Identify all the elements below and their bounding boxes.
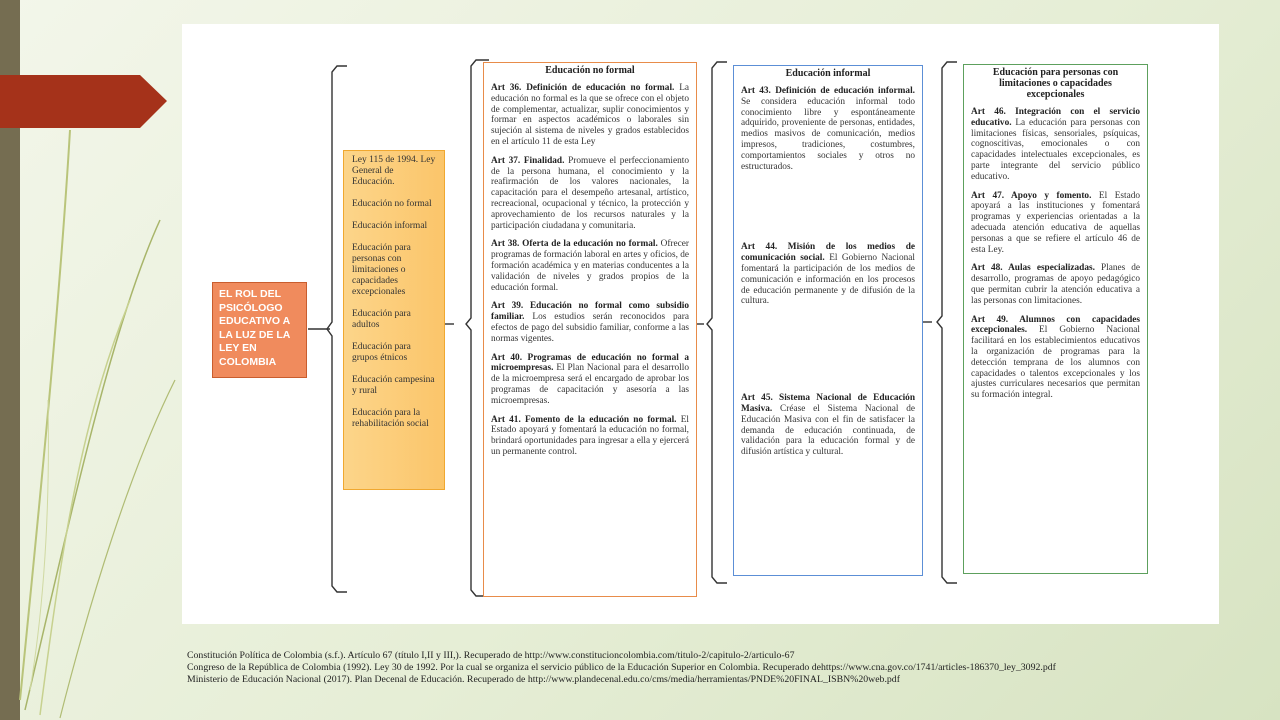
title-accent-arrow (0, 75, 167, 128)
column-educacion-capacidades-excepcionales (963, 64, 1148, 574)
column-header: Educación no formal (545, 65, 635, 76)
article-title: Art 43. Definición de educación informal. (741, 86, 915, 96)
reference-line: Ministerio de Educación Nacional (2017). Plan Decenal de Educación. Recuperado de http://www.plandecenal.edu.co/cms/media/herramientas/PNDE%20FINAL_ISBN%20web.pdf (187, 674, 900, 685)
column-educacion-informal (733, 65, 923, 576)
column-header: Educación informal (785, 68, 871, 79)
article-title: Art 39. Educación no formal como subsidio familiar. (491, 301, 689, 323)
article (971, 191, 1140, 256)
article-body: El Gobierno Nacional fomentará la participación de los medios de comunicación e información en los procesos de educación permanente y de difusión de la cultura. (741, 253, 916, 307)
law-item: Educación para personas con limitaciones o capacidades excepcionales (352, 243, 411, 297)
article (971, 315, 1140, 401)
article-body: La educación no formal es la que se ofrece con el objeto de complementar, actualizar, suplir conocimientos y formar en aspectos académicos o laborales sin sujeción al sistema de niveles y grados establecidos en el artículo 11 de esta Ley (491, 83, 689, 147)
main-title-box: EL ROL DEL PSICÓLOGO EDUCATIVO A LA LUZ DE LA LEY EN COLOMBIA (212, 282, 307, 378)
article-body: El Plan Nacional para el desarrollo de la microempresa será el encargado de aprobar los programas de capacitación y asesoría a las microempresas. (491, 363, 689, 406)
article-title: Art 49. Alumnos con capacidades excepcionales. (971, 314, 1140, 336)
article-title: Art 36. Definición de educación no formal. (491, 83, 675, 93)
article-body: Promueve el perfeccionamiento de la persona humana, el conocimiento y la reafirmación de los valores nacionales, la capacitación para el desempeño artesanal, artístico, recreacional, ocupacional y técnico, la protección y aprovechamiento de los recursos naturales y la participación ciudadana y comunitaria. (491, 155, 689, 231)
law-item: Educación para grupos étnicos (352, 342, 411, 363)
reference-line: Constitución Política de Colombia (s.f.). Artículo 67 (título I,II y III,). Recuperado de http://www.constitucioncolombia.com/titulo-2/capitulo-2/articulo-67 (187, 650, 795, 661)
law-item: Educación para la rehabilitación social (352, 408, 429, 429)
column-header: Educación para personas con limitaciones o capacidades excepcionales (992, 67, 1119, 100)
article (971, 263, 1140, 306)
law-item: Educación informal (352, 221, 428, 231)
article-body: Los estudios serán reconocidos para efectos de pago del subsidio familiar, conforme a las normas vigentes. (491, 312, 690, 344)
article-title: Art 46. Integración con el servicio educativo. (971, 107, 1140, 128)
article-title: Art 41. Fomento de la educación no formal. (491, 414, 677, 425)
column-educacion-no-formal (483, 62, 697, 597)
article-title: Art 38. Oferta de la educación no formal. (491, 239, 658, 250)
article-body: Créase el Sistema Nacional de Educación Masiva con el fin de satisfacer la demanda de educación continuada, de validación para la educación formal y de difusión artística y cultural. (741, 403, 915, 458)
article-body: Planes de desarrollo, programas de apoyo pedagógico que permitan cubrir la atención educativa a las personas con limitaciones. (971, 263, 1140, 306)
article (491, 415, 689, 458)
article (971, 107, 1140, 183)
reference-line: Congreso de la República de Colombia (1992). Ley 30 de 1992. Por la cual se organiza el servicio público de la Educación Superior en Colombia. Recuperado dehttps://www.cna.gov.co/1741/articles-186370_ley_3092.pdf (187, 662, 1056, 673)
law-item: Ley 115 de 1994. Ley General de Educación. (352, 155, 436, 187)
article-body: La educación para personas con limitaciones físicas, sensoriales, psíquicas, cognoscitivas, emocionales o con capacidades intelectuales excepcionales, es parte integrante del servicio público educativo. (971, 117, 1140, 182)
law-item: Educación no formal (352, 199, 432, 209)
references (187, 650, 1277, 686)
article-title: Art 44. Misión de los medios de comunicación social. (741, 242, 915, 264)
law-topics-box (343, 150, 445, 490)
article-body: El Estado apoyará a las instituciones y fomentará programas y experiencias orientadas a la adecuada atención educativa de aquellas personas a que se refiere el artículo 46 de esta Ley. (971, 190, 1140, 255)
article-title: Art 37. Finalidad. (491, 155, 565, 166)
article (491, 239, 689, 293)
article (741, 86, 915, 172)
article (491, 353, 689, 407)
article (491, 301, 689, 344)
article-body: Ofrecer programas de formación laboral en artes y oficios, de formación académica y en materias conducentes a la validación de niveles y grados propios de la educación formal. (491, 239, 689, 293)
article (741, 393, 915, 458)
article (741, 242, 915, 307)
law-item: Educación campesina y rural (352, 375, 435, 396)
article-title: Art 48. Aulas especializadas. (971, 263, 1095, 274)
article-title: Art 40. Programas de educación no formal a microempresas. (491, 352, 689, 374)
article-body: Se considera educación informal todo conocimiento libre y espontáneamente adquirido, proveniente de personas, entidades, medios masivos de comunicación, medios impresos, tradiciones, costumbres, comportamientos sociales y otros no estructurados. (741, 96, 915, 172)
article-body: El Estado apoyará y fomentará la educación no formal, brindará oportunidades para ingresar a ella y ejercerá un permanente control. (491, 414, 690, 457)
article-body: El Gobierno Nacional facilitará en los establecimientos educativos la organización de programas para la detección temprana de los alumnos con capacidades o talentos excepcionales y los ajustes curriculares necesarios que permitan su formación integral. (971, 325, 1140, 401)
article-title: Art 47. Apoyo y fomento. (971, 190, 1092, 201)
article-title: Art 45. Sistema Nacional de Educación Masiva. (741, 393, 915, 414)
diagram-image (182, 24, 1219, 624)
article (491, 83, 689, 148)
article (491, 156, 689, 232)
law-item: Educación para adultos (352, 309, 411, 330)
